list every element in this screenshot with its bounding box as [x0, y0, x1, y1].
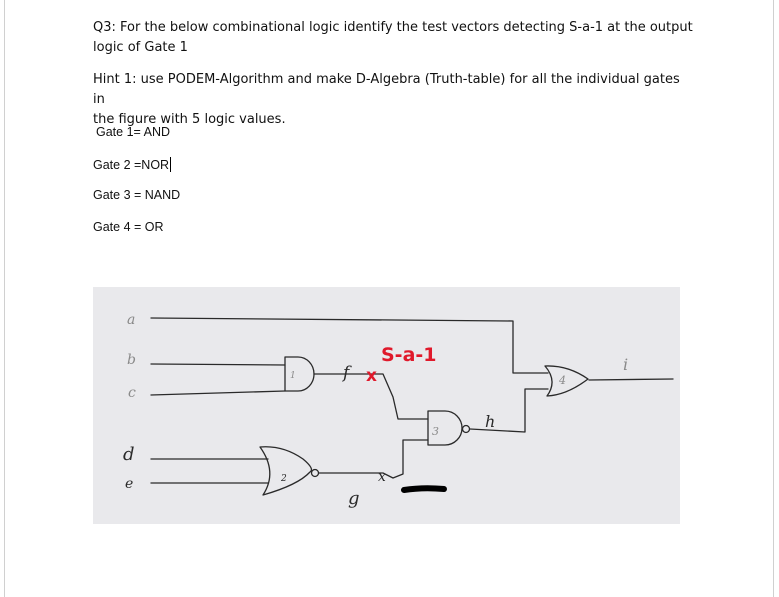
fault-mark-x: x [366, 366, 377, 386]
gate-number-3: 3 [432, 425, 439, 438]
cross-mark: x [378, 469, 386, 485]
input-label-e: e [125, 476, 134, 492]
output-label-i: i [623, 355, 629, 374]
gate-3-definition: Gate 3 = NAND [93, 188, 181, 202]
fault-label-s-a-1: S-a-1 [381, 344, 437, 366]
hint-line-2: the figure with 5 logic values. [93, 112, 286, 127]
gate-1-definition: Gate 1= AND [96, 125, 170, 139]
hint-line-1: Hint 1: use PODEM-Algorithm and make D-Algebra (Truth-table) for all the individual gates in [93, 72, 680, 107]
question-text [93, 18, 693, 58]
question-line-1: Q3: For the below combinational logic identify the test vectors detecting S-a-1 at the output [93, 20, 693, 35]
gate-number-2: 2 [281, 474, 287, 484]
hint-text [93, 70, 693, 130]
gate-number-4: 4 [559, 374, 566, 387]
input-label-d: d [123, 444, 135, 465]
input-label-c: c [128, 385, 136, 401]
circuit-diagram [93, 287, 680, 524]
input-label-b: b [127, 352, 136, 368]
wire-label-g: g [348, 488, 360, 509]
circuit-photo [93, 287, 680, 524]
wire-label-f: f [343, 363, 350, 383]
text-cursor [170, 157, 171, 172]
gate-number-1: 1 [290, 371, 296, 381]
gate-4-definition: Gate 4 = OR [93, 220, 164, 234]
question-line-2: logic of Gate 1 [93, 40, 188, 55]
wire-label-h: h [485, 412, 496, 431]
redaction-mark [404, 488, 444, 490]
gate-2-definition[interactable]: Gate 2 =NOR [93, 158, 170, 172]
input-label-a: a [127, 312, 136, 328]
